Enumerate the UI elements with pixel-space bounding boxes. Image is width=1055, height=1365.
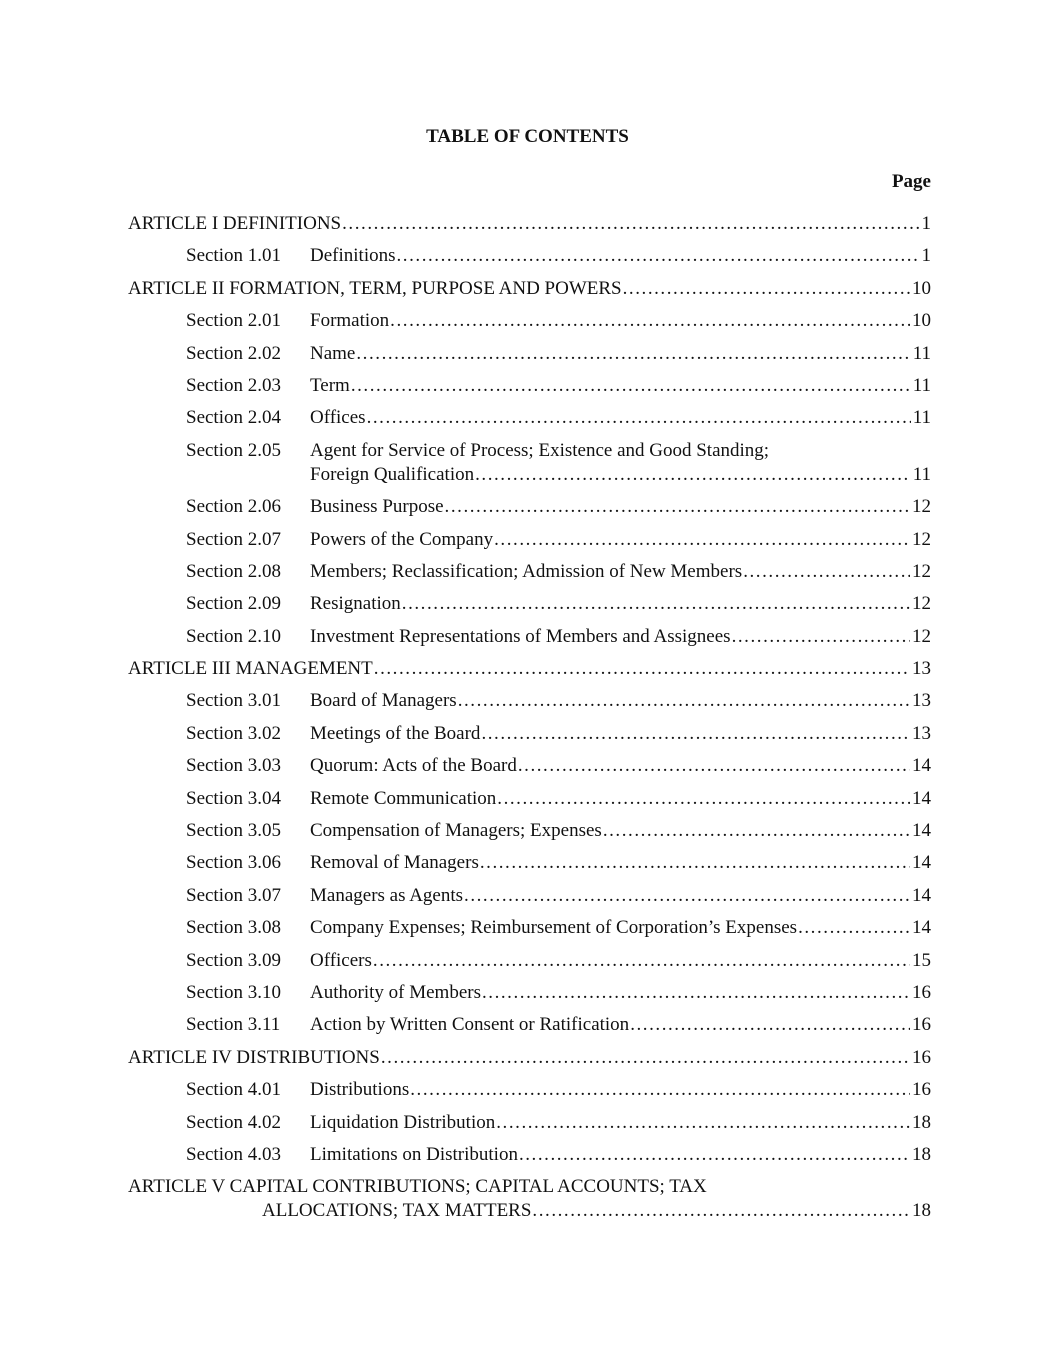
dot-leader — [464, 884, 910, 908]
dot-leader — [630, 1013, 910, 1037]
dot-leader — [798, 916, 910, 940]
toc-section-body — [310, 439, 931, 487]
toc-article-entry[interactable] — [128, 277, 931, 301]
toc-section-number: Section 3.05 — [186, 820, 281, 842]
toc-entry-title: ARTICLE I DEFINITIONS — [128, 213, 342, 234]
dot-leader — [390, 309, 910, 333]
dot-leader — [532, 1199, 910, 1223]
dot-leader — [482, 981, 910, 1005]
toc-article-entry[interactable] — [128, 1175, 931, 1223]
toc-entry-title: Compensation of Managers; Expenses — [310, 820, 602, 842]
toc-entry-line — [310, 1078, 931, 1102]
toc-page-number: 11 — [912, 374, 931, 396]
toc-entry-title: Business Purpose — [310, 496, 444, 518]
toc-section-number: Section 3.01 — [186, 690, 281, 712]
toc-page-number: 11 — [912, 463, 931, 485]
toc-page-number: 1 — [921, 213, 931, 234]
toc-section-entry[interactable] — [128, 754, 931, 778]
toc-entry-title: Definitions — [310, 245, 396, 267]
toc-entry-line — [310, 689, 931, 713]
toc-section-number: Section 2.05 — [186, 439, 281, 461]
toc-entry-title: Offices — [310, 407, 366, 429]
dot-leader — [367, 406, 911, 430]
toc-entry-line — [310, 528, 931, 552]
toc-entry-line — [310, 342, 931, 366]
toc-page-number: 16 — [912, 1079, 931, 1101]
toc-page-number: 10 — [912, 277, 931, 299]
toc-section-number: Section 3.06 — [186, 852, 281, 874]
toc-section-body — [310, 819, 931, 843]
toc-section-body — [310, 309, 931, 333]
toc-article-entry[interactable] — [128, 212, 931, 236]
toc-entry-title: Authority of Members — [310, 981, 481, 1003]
toc-section-number: Section 4.01 — [186, 1079, 281, 1101]
toc-page-number: 12 — [912, 593, 931, 615]
toc-entry-title: Distributions — [310, 1079, 410, 1101]
toc-section-body — [310, 625, 931, 649]
toc-entry-line — [128, 1046, 931, 1070]
dot-leader — [743, 560, 910, 584]
toc-section-entry[interactable] — [128, 884, 931, 908]
toc-entry-title: Name — [310, 342, 356, 364]
toc-page-number: 11 — [912, 342, 931, 364]
toc-entry-line — [310, 722, 931, 746]
toc-section-entry[interactable] — [128, 1013, 931, 1037]
toc-page-number: 16 — [912, 981, 931, 1003]
toc-page-number: 18 — [912, 1111, 931, 1133]
toc-section-body — [310, 1111, 931, 1135]
toc-entry-title: Liquidation Distribution — [310, 1111, 496, 1133]
toc-entry-line — [310, 819, 931, 843]
toc-section-body — [310, 722, 931, 746]
toc-section-entry[interactable] — [128, 1111, 931, 1135]
toc-section-number: Section 2.02 — [186, 342, 281, 364]
toc-section-entry[interactable] — [128, 625, 931, 649]
toc-entry-line — [310, 787, 931, 811]
toc-section-number: Section 3.04 — [186, 787, 281, 809]
toc-section-number: Section 1.01 — [186, 245, 281, 267]
toc-entry-title: Formation — [310, 310, 390, 332]
toc-entry-title: Action by Written Consent or Ratification — [310, 1014, 630, 1036]
toc-entry-line — [310, 851, 931, 875]
toc-entry-title: Investment Representations of Members and Assignees — [310, 625, 731, 647]
toc-entry-title: Officers — [310, 949, 372, 971]
toc-entry-title: Managers as Agents — [310, 884, 464, 906]
toc-entry-line — [310, 592, 931, 616]
toc-section-entry[interactable] — [128, 787, 931, 811]
document-title: TABLE OF CONTENTS — [426, 126, 629, 147]
toc-entry-line — [310, 374, 931, 398]
toc-page-number: 12 — [912, 625, 931, 647]
toc-section-number: Section 2.01 — [186, 310, 281, 332]
dot-leader — [381, 1046, 910, 1070]
toc-page-number: 14 — [912, 755, 931, 777]
toc-section-body — [310, 560, 931, 584]
toc-page-number: 16 — [912, 1046, 931, 1068]
toc-entry-title: Foreign Qualification — [310, 463, 475, 485]
toc-entry-line — [310, 981, 931, 1005]
toc-section-entry[interactable] — [128, 244, 931, 268]
toc-entry-line — [310, 949, 931, 973]
toc-section-body — [310, 592, 931, 616]
dot-leader — [402, 592, 910, 616]
toc-section-number: Section 3.08 — [186, 917, 281, 939]
toc-entry-line — [310, 884, 931, 908]
dot-leader — [481, 722, 910, 746]
toc-page-number: 13 — [912, 658, 931, 680]
toc-section-body — [310, 916, 931, 940]
toc-section-number: Section 2.09 — [186, 593, 281, 615]
toc-section-body — [310, 1013, 931, 1037]
toc-section-body — [310, 528, 931, 552]
toc-section-body — [310, 406, 931, 430]
toc-page-number: 1 — [921, 245, 931, 267]
toc-section-entry[interactable] — [128, 592, 931, 616]
dot-leader — [496, 1111, 910, 1135]
toc-entry-line — [128, 277, 931, 301]
toc-entry-title: Company Expenses; Reimbursement of Corporation’s Expenses — [310, 917, 798, 939]
toc-section-entry[interactable] — [128, 528, 931, 552]
toc-page-number: 14 — [912, 820, 931, 842]
dot-leader — [475, 463, 911, 487]
toc-entry-line — [262, 1199, 931, 1223]
toc-page-number: 14 — [912, 917, 931, 939]
toc-entry-title: ARTICLE II FORMATION, TERM, PURPOSE AND POWERS — [128, 277, 622, 299]
toc-entry-title: Board of Managers — [310, 690, 457, 712]
dot-leader — [397, 244, 920, 268]
toc-section-body — [310, 949, 931, 973]
toc-section-body — [310, 244, 931, 268]
toc-section-number: Section 3.09 — [186, 949, 281, 971]
toc-section-number: Section 2.10 — [186, 625, 281, 647]
toc-section-entry[interactable] — [128, 1078, 931, 1102]
toc-section-entry[interactable] — [128, 1143, 931, 1167]
toc-section-entry[interactable] — [128, 406, 931, 430]
toc-entry-title: ALLOCATIONS; TAX MATTERS — [262, 1200, 532, 1222]
dot-leader — [356, 342, 910, 366]
toc-entry-line — [310, 1013, 931, 1037]
toc-entry-title: Quorum: Acts of the Board — [310, 755, 517, 777]
toc-page-number: 12 — [912, 528, 931, 550]
dot-leader — [603, 819, 910, 843]
toc-section-number: Section 2.04 — [186, 407, 281, 429]
toc-section-number: Section 2.08 — [186, 560, 281, 582]
toc-page-number: 18 — [912, 1200, 931, 1222]
toc-section-body — [310, 689, 931, 713]
toc-section-body — [310, 1078, 931, 1102]
toc-section-entry[interactable] — [128, 819, 931, 843]
toc-entry-line — [128, 657, 931, 681]
toc-page-number: 12 — [912, 496, 931, 518]
toc-section-entry[interactable] — [128, 916, 931, 940]
toc-section-number: Section 2.06 — [186, 496, 281, 518]
toc-page-number: 15 — [912, 949, 931, 971]
toc-section-number: Section 3.03 — [186, 755, 281, 777]
toc-section-number: Section 2.07 — [186, 528, 281, 550]
toc-section-body — [310, 342, 931, 366]
toc-entry-title-line1: ARTICLE V CAPITAL CONTRIBUTIONS; CAPITAL ACCOUNTS; TAX — [128, 1176, 707, 1198]
toc-section-entry[interactable] — [128, 722, 931, 746]
toc-section-number: Section 4.02 — [186, 1111, 281, 1133]
toc-section-body — [310, 851, 931, 875]
toc-entry-line — [310, 244, 931, 268]
toc-entry-line — [310, 916, 931, 940]
dot-leader — [732, 625, 910, 649]
dot-leader — [519, 1143, 910, 1167]
toc-entry-line — [310, 560, 931, 584]
toc-section-entry[interactable] — [128, 981, 931, 1005]
toc-page-number: 13 — [912, 690, 931, 712]
toc-section-body — [310, 754, 931, 778]
toc-section-number: Section 3.02 — [186, 722, 281, 744]
dot-leader — [458, 689, 910, 713]
toc-entry-title: Resignation — [310, 593, 401, 615]
dot-leader — [445, 495, 910, 519]
toc-section-body — [310, 787, 931, 811]
toc-section-entry[interactable] — [128, 309, 931, 333]
toc-entry-line — [310, 625, 931, 649]
toc-section-number: Section 3.10 — [186, 981, 281, 1003]
toc-section-number: Section 3.07 — [186, 884, 281, 906]
toc-entry-title: Powers of the Company — [310, 528, 494, 550]
toc-page-number: 12 — [912, 560, 931, 582]
dot-leader — [623, 277, 910, 301]
toc-section-body — [310, 981, 931, 1005]
dot-leader — [518, 754, 910, 778]
toc-entry-line — [310, 309, 931, 333]
dot-leader — [342, 212, 919, 236]
toc-section-number: Section 3.11 — [186, 1014, 281, 1036]
table-of-contents — [128, 212, 931, 1232]
toc-entry-line — [128, 212, 931, 236]
toc-section-number: Section 2.03 — [186, 374, 281, 396]
toc-page-number: 16 — [912, 1014, 931, 1036]
toc-entry-line — [310, 463, 931, 487]
toc-section-entry[interactable] — [128, 439, 931, 487]
toc-entry-title: Remote Communication — [310, 787, 497, 809]
toc-section-body — [310, 1143, 931, 1167]
toc-page-number: 14 — [912, 852, 931, 874]
toc-entry-line — [310, 1143, 931, 1167]
toc-entry-title: ARTICLE III MANAGEMENT — [128, 658, 373, 680]
dot-leader — [374, 657, 910, 681]
toc-entry-line — [310, 495, 931, 519]
page-column-header: Page — [891, 171, 931, 192]
toc-entry-title-line1: Agent for Service of Process; Existence and Good Standing; — [310, 439, 770, 461]
toc-section-number: Section 4.03 — [186, 1143, 281, 1165]
toc-section-entry[interactable] — [128, 374, 931, 398]
toc-article-entry[interactable] — [128, 657, 931, 681]
toc-entry-continuation — [128, 1199, 931, 1223]
toc-page-number: 18 — [912, 1143, 931, 1165]
dot-leader — [497, 787, 910, 811]
toc-entry-line — [310, 754, 931, 778]
toc-entry-title: Meetings of the Board — [310, 722, 481, 744]
toc-entry-title: Term — [310, 374, 350, 396]
dot-leader — [480, 851, 910, 875]
toc-section-entry[interactable] — [128, 495, 931, 519]
toc-section-body — [310, 374, 931, 398]
dot-leader — [373, 949, 910, 973]
toc-entry-title: Members; Reclassification; Admission of New Members — [310, 560, 743, 582]
toc-section-entry[interactable] — [128, 949, 931, 973]
toc-page-number: 14 — [912, 884, 931, 906]
toc-section-body — [310, 495, 931, 519]
toc-page-number: 14 — [912, 787, 931, 809]
toc-section-entry[interactable] — [128, 342, 931, 366]
toc-section-body — [310, 884, 931, 908]
toc-page-number: 11 — [912, 407, 931, 429]
toc-section-entry[interactable] — [128, 689, 931, 713]
dot-leader — [494, 528, 910, 552]
toc-entry-title: ARTICLE IV DISTRIBUTIONS — [128, 1046, 380, 1068]
toc-page-number: 13 — [912, 722, 931, 744]
toc-page-number: 10 — [912, 310, 931, 332]
toc-article-entry[interactable] — [128, 1046, 931, 1070]
dot-leader — [410, 1078, 910, 1102]
toc-section-entry[interactable] — [128, 560, 931, 584]
dot-leader — [351, 374, 911, 398]
toc-entry-title: Limitations on Distribution — [310, 1143, 518, 1165]
toc-entry-line — [310, 406, 931, 430]
toc-section-entry[interactable] — [128, 851, 931, 875]
toc-entry-line — [310, 1111, 931, 1135]
toc-entry-title: Removal of Managers — [310, 852, 479, 874]
